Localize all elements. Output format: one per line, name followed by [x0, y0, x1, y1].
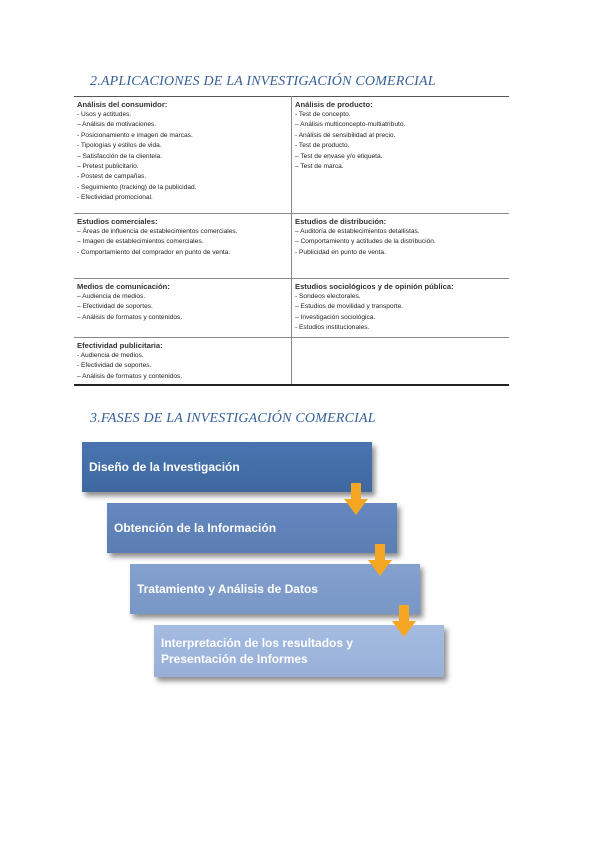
list-item: – Test de marca.	[295, 163, 344, 171]
cell-title: Estudios de distribución:	[295, 217, 387, 226]
cell-title: Medios de comunicación:	[77, 282, 170, 291]
arrow-down-icon	[344, 483, 368, 515]
list-item: - Comportamiento del comprador en punto de venta.	[77, 248, 231, 256]
list-item: – Test de envase y/o etiqueta.	[295, 152, 383, 160]
list-item: – Satisfacción de la clientela.	[77, 152, 163, 160]
cell-analisis-consumidor	[74, 97, 292, 214]
list-item: – Comportamiento y actitudes de la distribución.	[295, 238, 436, 246]
applications-table	[74, 96, 509, 386]
phase-diseno	[82, 442, 372, 492]
list-item: - Análisis de sensibilidad al precio.	[295, 131, 396, 139]
phase-label: Tratamiento y Análisis de Datos	[137, 582, 318, 596]
list-item: – Auditoría de establecimientos detallistas.	[295, 228, 420, 235]
section-heading-fases: 3.FASES DE LA INVESTIGACIÓN COMERCIAL	[90, 411, 376, 426]
table-row	[74, 279, 509, 338]
list-item: – Áreas de influencia de establecimientos comerciales.	[77, 228, 238, 235]
list-item: – Audiencia de medios.	[77, 293, 146, 300]
list-item: – Estudios de movilidad y transporte.	[295, 303, 404, 311]
list-item: - Test de producto.	[295, 142, 350, 150]
phase-label: Interpretación de los resultados y Presentación de Informes	[161, 636, 354, 666]
phase-label: Diseño de la Investigación	[89, 460, 240, 474]
phase-label: Obtención de la Información	[114, 521, 277, 535]
cell-empty	[292, 338, 510, 386]
list-item: - Posicionamiento e imagen de marcas.	[77, 131, 193, 139]
list-item: - Audiencia de medios.	[77, 352, 144, 359]
cell-title: Análisis de producto:	[295, 100, 373, 109]
cell-title: Estudios comerciales:	[77, 217, 158, 226]
cell-estudios-distribucion	[292, 214, 510, 279]
arrow-shape	[392, 605, 416, 637]
cell-title: Efectividad publicitaria:	[77, 341, 163, 350]
arrow-down-icon	[392, 605, 416, 637]
table-row	[74, 97, 509, 214]
list-item: – Efectividad de soportes.	[77, 303, 153, 311]
list-item: - Sondeos electorales.	[295, 293, 361, 300]
list-item: - Usos y actitudes.	[77, 111, 132, 118]
cell-estudios-sociologicos	[292, 279, 510, 338]
list-item: - Postest de campañas.	[77, 173, 147, 181]
list-item: - Publicidad en punto de venta.	[295, 248, 386, 256]
list-item: – Imagen de establecimientos comerciales.	[77, 238, 204, 246]
cell-title: Análisis del consumidor:	[77, 100, 168, 109]
cell-analisis-producto	[292, 97, 510, 214]
list-item: - Efectividad promocional.	[77, 194, 153, 202]
list-item: – Análisis de formatos y contenidos.	[77, 313, 183, 321]
cell-medios-comunicacion	[74, 279, 292, 338]
arrow-shape	[368, 544, 392, 576]
section-heading-aplicaciones: 2.APLICACIONES DE LA INVESTIGACIÓN COMERCIAL	[90, 74, 436, 89]
list-item: - Estudios institucionales.	[295, 324, 370, 332]
list-item: – Análisis multiconcepto-multiatributo.	[295, 121, 406, 129]
list-item: – Pretest publicitario.	[77, 163, 139, 171]
arrow-down-icon	[368, 544, 392, 576]
list-item: – Análisis de motivaciones.	[77, 121, 157, 129]
cell-efectividad-publicitaria	[74, 338, 292, 386]
cell-estudios-comerciales	[74, 214, 292, 279]
cell-title: Estudios sociológicos y de opinión pública:	[295, 282, 454, 291]
list-item: - Tipologías y estilos de vida.	[77, 142, 162, 150]
table-row	[74, 338, 509, 386]
list-item: – Investigación sociológica.	[295, 313, 376, 321]
list-item: - Efectividad de soportes.	[77, 362, 152, 370]
list-item: - Seguimiento (tracking) de la publicidad.	[77, 183, 197, 191]
list-item: – Análisis de formatos y contenidos.	[77, 372, 183, 380]
list-item: - Test de concepto.	[295, 111, 351, 118]
arrow-shape	[344, 483, 368, 515]
table-row	[74, 214, 509, 279]
